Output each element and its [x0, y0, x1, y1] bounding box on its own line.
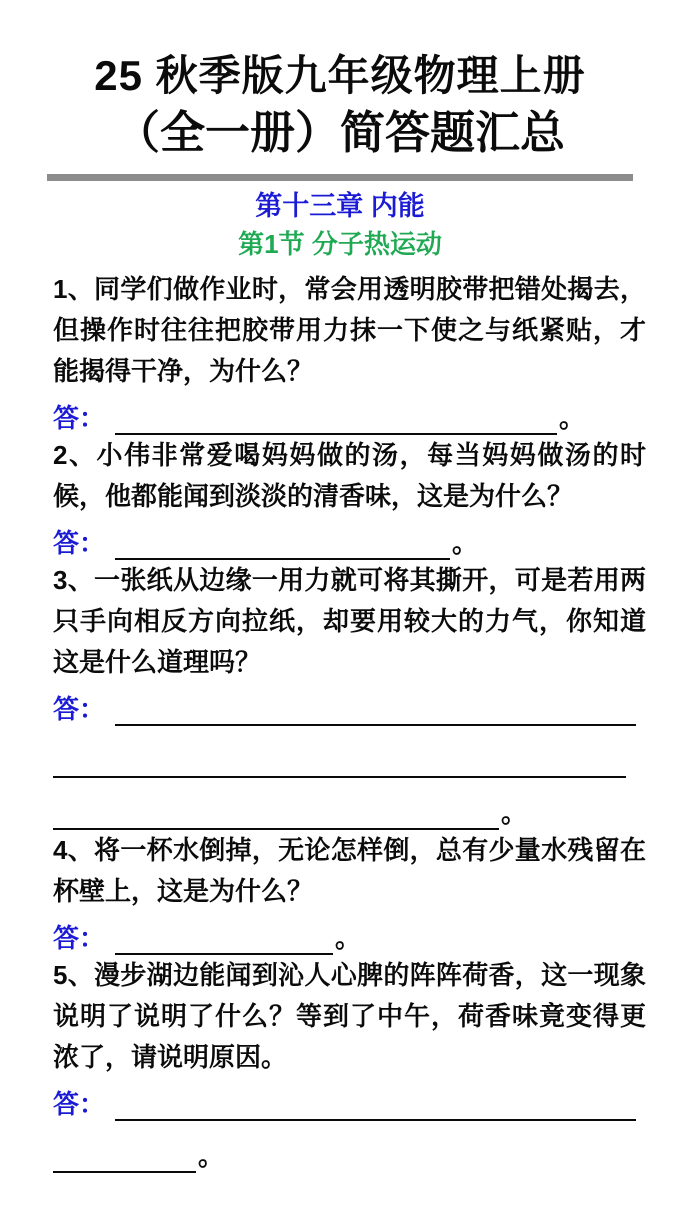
title-line-1: 25 秋季版九年级物理上册	[94, 52, 586, 99]
question-block	[53, 560, 646, 830]
answer-blank-line	[115, 403, 557, 435]
answer-period: 。	[198, 1141, 225, 1171]
answer-prefix-label: 答：	[53, 694, 106, 724]
answer-prefix-label: 答：	[53, 528, 106, 558]
answer-line	[53, 683, 646, 726]
answer-period: 。	[501, 798, 528, 828]
answer-line	[53, 912, 646, 955]
answer-period: 。	[452, 528, 479, 558]
chapter-heading: 第十三章 内能	[255, 191, 425, 221]
answer-line	[53, 1078, 646, 1121]
answer-line	[53, 1133, 646, 1173]
answer-blank-line	[115, 694, 636, 726]
answer-line	[53, 790, 646, 830]
answer-prefix-label: 答：	[53, 923, 106, 953]
question-block	[53, 955, 646, 1173]
question-list	[0, 269, 680, 1173]
answer-period: 。	[559, 403, 586, 433]
answer-blank-line	[115, 1089, 636, 1121]
question-text: 5、漫步湖边能闻到沁人心脾的阵阵荷香，这一现象说明了说明了什么？等到了中午，荷香味竟变得更浓了，请说明原因。	[53, 960, 646, 1072]
question-text: 2、小伟非常爱喝妈妈做的汤，每当妈妈做汤的时候，他都能闻到淡淡的清香味，这是为什么？	[53, 440, 646, 511]
question-text: 4、将一杯水倒掉，无论怎样倒，总有少量水残留在杯壁上，这是为什么？	[53, 835, 646, 906]
question-text: 3、一张纸从边缘一用力就可将其撕开，可是若用两只手向相反方向拉纸，却要用较大的力气，你知道这是什么道理吗？	[53, 565, 646, 677]
document-title	[0, 48, 680, 162]
question-block	[53, 435, 646, 560]
answer-prefix-label: 答：	[53, 403, 106, 433]
answer-blank-line	[53, 798, 499, 830]
answer-line	[53, 738, 646, 778]
question-block	[53, 830, 646, 955]
answer-line	[53, 517, 646, 560]
answer-prefix-label: 答：	[53, 1089, 106, 1119]
answer-blank-line	[53, 1141, 196, 1173]
title-divider	[47, 174, 633, 181]
question-text: 1、同学们做作业时，常会用透明胶带把错处揭去，但操作时往往把胶带用力抹一下使之与纸紧贴，才能揭得干净，为什么？	[53, 274, 646, 386]
title-line-2: （全一册）简答题汇总	[114, 107, 565, 158]
section-heading: 第1节 分子热运动	[238, 229, 442, 259]
answer-blank-line	[115, 528, 450, 560]
question-block	[53, 269, 646, 435]
answer-period: 。	[335, 923, 362, 953]
answer-blank-line	[53, 746, 626, 778]
answer-line	[53, 392, 646, 435]
answer-blank-line	[115, 923, 333, 955]
